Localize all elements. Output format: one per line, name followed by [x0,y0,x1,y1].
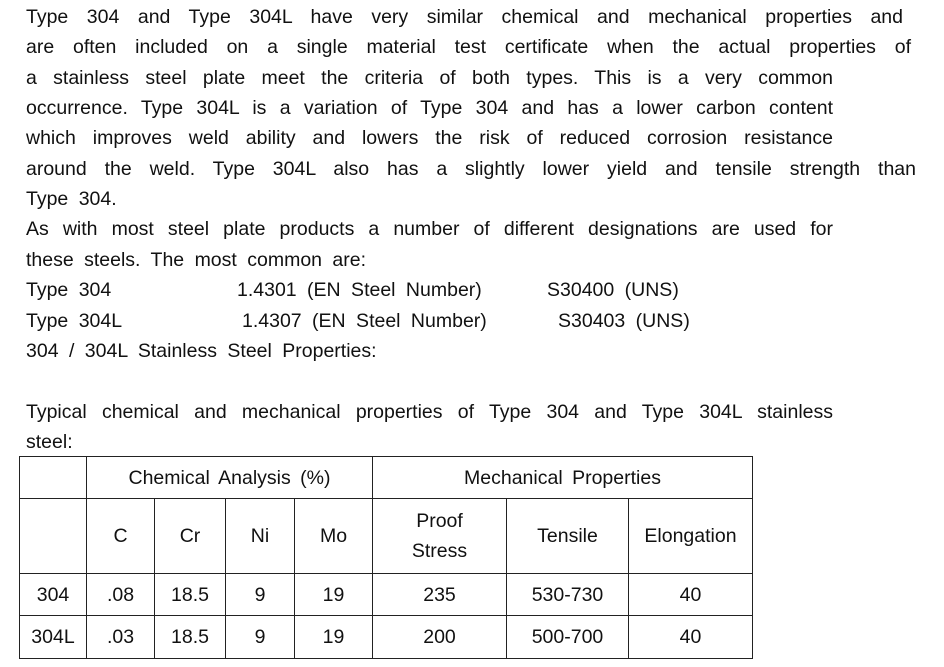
paragraph-line: around the weld. Type 304L also has a slightly lower yield and tensile strength than [26,158,916,180]
column-header: C [87,499,155,574]
designation-type: Type 304L [26,310,123,332]
cell: 500-700 [507,616,629,659]
paragraph-line: Type 304 and Type 304L have very similar chemical and mechanical properties and [26,6,903,28]
empty-cell [20,457,87,499]
paragraph-line: As with most steel plate products a number of different designations are used for [26,218,833,240]
cell: 9 [226,616,295,659]
cell: 235 [373,574,507,616]
designation-en: 1.4307 (EN Steel Number) [242,310,487,332]
designation-uns: S30400 (UNS) [547,279,679,301]
header-line: Proof [416,510,463,532]
section-heading: 304 / 304L Stainless Steel Properties: [26,340,377,362]
cell: 304 [20,574,87,616]
cell: .03 [87,616,155,659]
cell: 18.5 [155,616,226,659]
cell: 18.5 [155,574,226,616]
paragraph-line: a stainless steel plate meet the criteria of both types. This is a very common [26,67,833,89]
cell: 40 [629,574,753,616]
designation-uns: S30403 (UNS) [558,310,690,332]
table-intro: Typical chemical and mechanical properties of Type 304 and Type 304L stainless [26,401,833,423]
paragraph-line: occurrence. Type 304L is a variation of Type 304 and has a lower carbon content [26,97,833,119]
cell: 19 [295,616,373,659]
table-row [20,574,753,616]
cell: 9 [226,574,295,616]
column-header: Ni [226,499,295,574]
designation-type: Type 304 [26,279,112,301]
cell: 40 [629,616,753,659]
header-line: Stress [411,540,468,562]
paragraph-line: these steels. The most common are: [26,249,367,271]
group-header-mechanical: Mechanical Properties [373,457,753,499]
column-header [373,499,507,574]
paragraph-line: are often included on a single material test certificate when the actual properties of [26,36,911,58]
column-header: Cr [155,499,226,574]
empty-cell [20,499,87,574]
properties-table [19,456,753,659]
cell: 200 [373,616,507,659]
cell: 530-730 [507,574,629,616]
designation-en: 1.4301 (EN Steel Number) [237,279,482,301]
paragraph-line: Type 304. [26,188,117,210]
table-intro: steel: [26,431,73,453]
column-header: Tensile [507,499,629,574]
cell: 19 [295,574,373,616]
group-header-chemical: Chemical Analysis (%) [87,457,373,499]
cell: 304L [20,616,87,659]
column-header: Elongation [629,499,753,574]
table-row [20,616,753,659]
column-header: Mo [295,499,373,574]
paragraph-line: which improves weld ability and lowers the risk of reduced corrosion resistance [26,127,833,149]
cell: .08 [87,574,155,616]
